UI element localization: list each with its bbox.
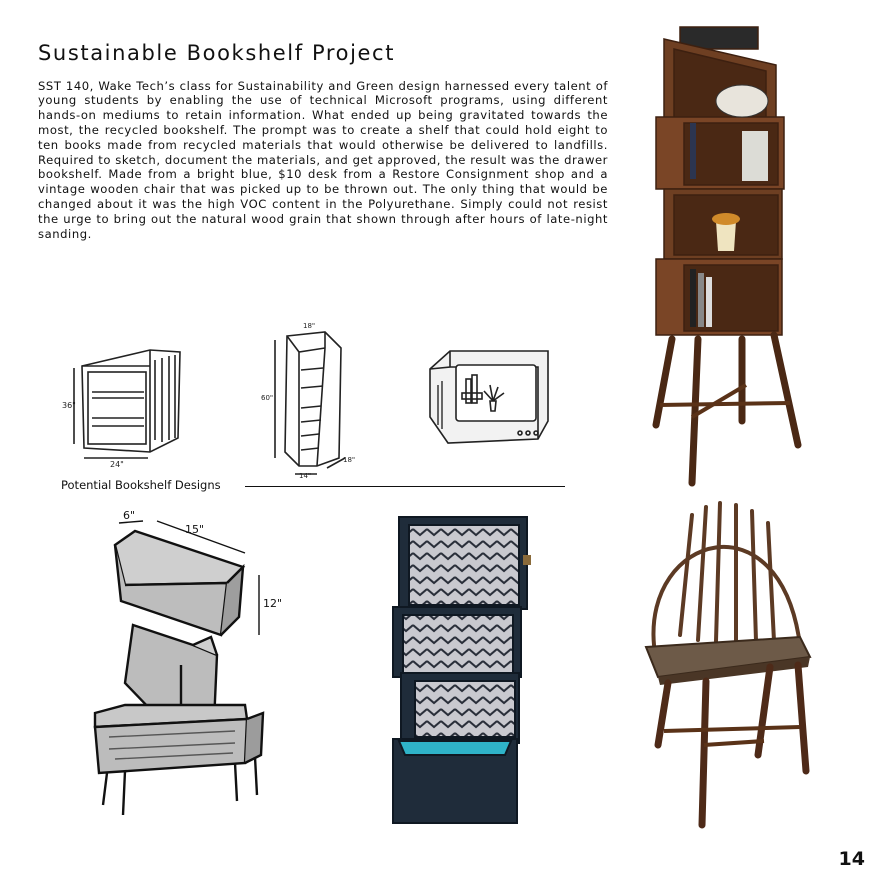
tall-case-height-label: 60" (261, 394, 274, 402)
cabinet-width-label: 24" (110, 460, 124, 469)
tall-case-bottom-label: 14" (299, 472, 312, 478)
tv-shelf-sketch (420, 345, 560, 450)
tall-case-top-label: 18" (303, 322, 316, 330)
figure-caption: Potential Bookshelf Designs (61, 478, 221, 492)
tall-case-side-label: 18" (343, 456, 356, 464)
caption-divider (245, 486, 565, 487)
drawer-stack-label-b: 15" (185, 523, 205, 536)
page-title: Sustainable Bookshelf Project (38, 41, 396, 66)
drawer-stack-label-c: 12" (263, 597, 283, 610)
drawer-stack-label-a: 6" (123, 509, 136, 522)
wood-bookshelf-photo (650, 25, 810, 490)
wooden-chair-photo (640, 495, 815, 835)
tall-case-sketch (255, 318, 365, 478)
drawer-stack-sketch (85, 505, 295, 825)
cabinet-height-label: 36" (62, 401, 76, 410)
body-paragraph: SST 140, Wake Tech’s class for Sustainability and Green design harnessed every talent of young students by enabling the use of technical Microsoft programs, using different hands-on mediums to retain information. What ended up being gravitated towards the most, the recycled bookshelf. The prompt was to create a shelf that could hold eight to ten books made from recycled materials that would otherwise be delivered to landfills. Required to sketch, document the materials, and get approved, the result was the drawer bookshelf. Made from a bright blue, $10 desk from a Restore Consignment shop and a vintage wooden chair that was picked up to be thrown out. The only thing that would be changed about it was the high VOC content in the Polyurethane. Simply could not resist the urge to bring out the natural wood grain that shown through after hours of late-night sanding. (38, 78, 608, 241)
drawer-stack-photo (385, 515, 540, 825)
cabinet-sketch (60, 340, 190, 470)
page-number: 14 (838, 848, 865, 870)
